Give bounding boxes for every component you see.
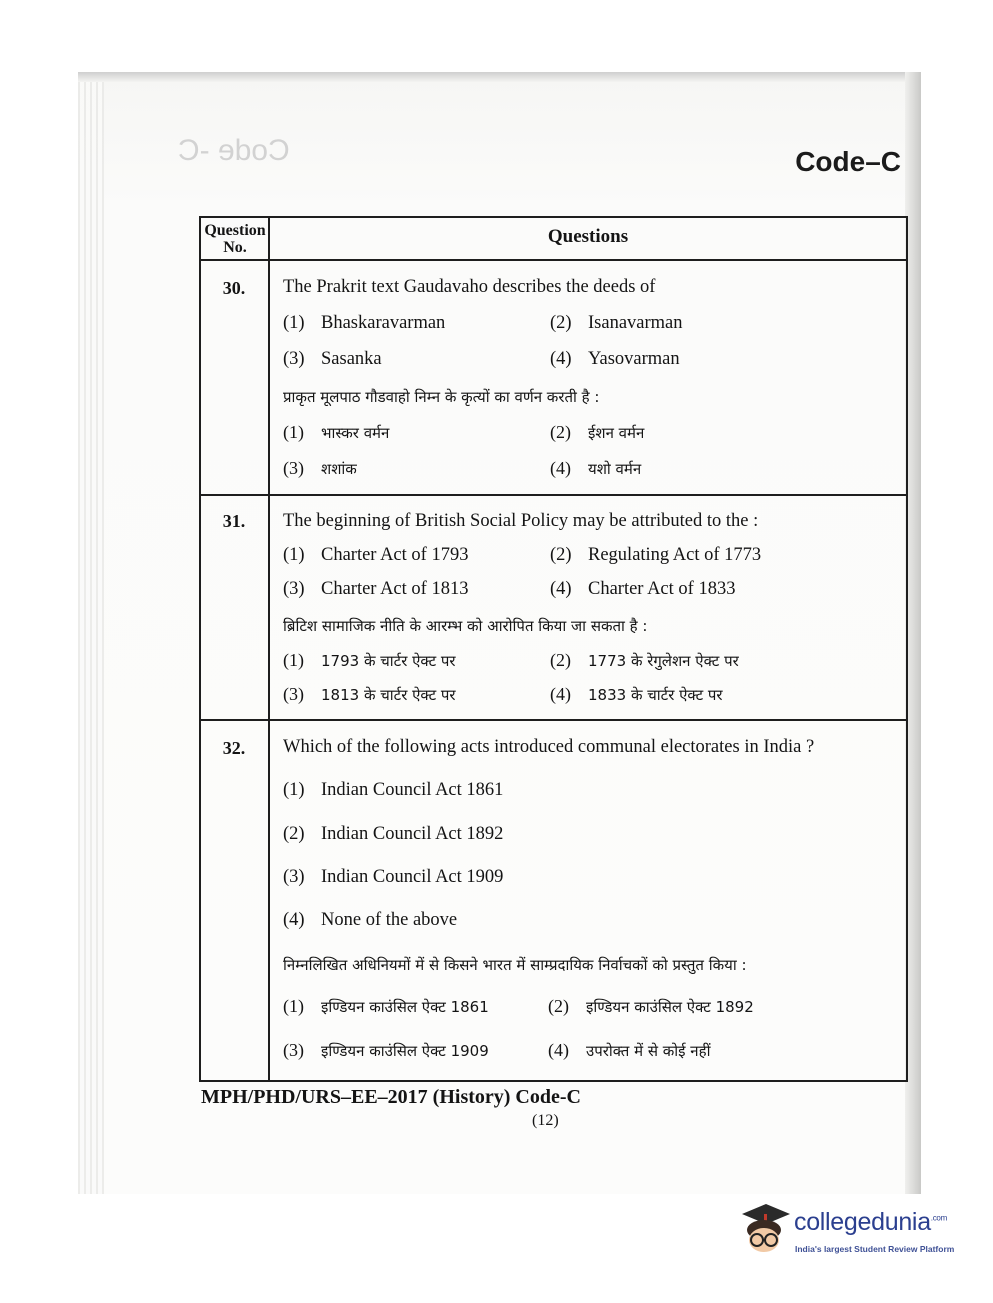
option-hindi [550, 684, 723, 705]
option-number: (2) [548, 996, 569, 1016]
question-text: Which of the following acts introduced communal electorates in India ? [283, 737, 815, 757]
option-text: Charter Act of 1793 [321, 545, 469, 565]
option [283, 867, 503, 888]
option-number: (3) [283, 458, 304, 478]
option-hindi [283, 422, 389, 443]
option-hindi [283, 650, 456, 671]
option-text: 1813 के चार्टर ऐक्ट पर [321, 686, 456, 704]
code-heading: Code–C [795, 146, 901, 177]
bleed-through-code: Code -C [178, 134, 290, 167]
option-hindi [550, 422, 644, 443]
option-number: (4) [548, 1040, 569, 1060]
option-text: उपरोक्त में से कोई नहीं [586, 1042, 711, 1060]
option-text: Charter Act of 1833 [588, 579, 736, 599]
option-text: इण्डियन काउंसिल ऐक्ट 1909 [321, 1042, 489, 1060]
option-text: Charter Act of 1813 [321, 579, 469, 599]
option-number: (2) [550, 545, 572, 565]
option-hindi [283, 458, 357, 479]
option-hindi [283, 684, 456, 705]
option-number: (1) [283, 545, 305, 565]
option-hindi [550, 650, 739, 671]
brand-suffix: .com [930, 1213, 947, 1223]
option-text: 1793 के चार्टर ऐक्ट पर [321, 652, 456, 670]
option-text: Sasanka [321, 349, 382, 369]
option-text: भास्कर वर्मन [321, 424, 390, 442]
option-number: (4) [550, 579, 572, 599]
option-text: 1773 के रेगुलेशन ऐक्ट पर [588, 652, 739, 670]
option-number: (1) [283, 996, 304, 1016]
option [283, 349, 382, 370]
brand-tagline: India's largest Student Review Platform [795, 1244, 955, 1254]
option-number: (1) [283, 313, 305, 333]
question-number: 31. [222, 511, 246, 531]
column-divider [268, 218, 270, 1080]
option-text: Yasovarman [588, 349, 680, 369]
option-number: (2) [283, 824, 305, 844]
page-edges [78, 72, 104, 1194]
option-text: Isanavarman [588, 313, 683, 333]
header-divider [201, 259, 906, 261]
option [283, 780, 503, 801]
row-divider [201, 719, 906, 721]
scan-shadow-top [78, 72, 921, 82]
brand-name [794, 1208, 947, 1237]
option-text: Indian Council Act 1909 [321, 867, 504, 887]
option-number: (4) [550, 349, 572, 369]
question-text: The beginning of British Social Policy may be attributed to the : [283, 511, 759, 531]
option-text: Indian Council Act 1861 [321, 780, 504, 800]
option [283, 910, 457, 931]
option [550, 545, 761, 566]
question-number: 30. [222, 278, 246, 298]
question-number: 32. [222, 738, 246, 758]
option-hindi [548, 1040, 710, 1061]
option-hindi [283, 1040, 489, 1061]
option-number: (4) [283, 910, 305, 930]
brand-name-text: collegedunia [794, 1208, 931, 1236]
option [550, 313, 683, 334]
brand-logo[interactable] [738, 1200, 968, 1260]
option-number: (2) [550, 313, 572, 333]
option-hindi [550, 458, 641, 479]
option-hindi [283, 996, 489, 1017]
option-text: इण्डियन काउंसिल ऐक्ट 1892 [586, 998, 754, 1016]
option-number: (1) [283, 780, 305, 800]
option-text: ईशन वर्मन [588, 424, 645, 442]
option-number: (4) [550, 458, 571, 478]
option [283, 824, 503, 845]
footer-exam-code: MPH/PHD/URS–EE–2017 (History) Code-C [201, 1086, 581, 1108]
option-number: (1) [283, 650, 304, 670]
graduate-mascot-icon [738, 1200, 792, 1261]
question-text: The Prakrit text Gaudavaho describes the deeds of [283, 277, 656, 297]
question-text-hindi: निम्नलिखित अधिनियमों में से किसने भारत में साम्प्रदायिक निर्वाचकों को प्रस्तुत किया : [283, 956, 747, 974]
option-number: (2) [550, 422, 571, 442]
option-number: (3) [283, 867, 305, 887]
question-table [199, 216, 908, 1082]
option-number: (3) [283, 349, 305, 369]
header-question-no: Question No. [204, 222, 266, 256]
option-text: 1833 के चार्टर ऐक्ट पर [588, 686, 723, 704]
option-number: (3) [283, 684, 304, 704]
header-questions: Questions [547, 226, 629, 247]
option-text: इण्डियन काउंसिल ऐक्ट 1861 [321, 998, 489, 1016]
option-text: Bhaskaravarman [321, 313, 446, 333]
question-text-hindi: प्राकृत मूलपाठ गौडवाहो निम्न के कृत्यों का वर्णन करती है : [283, 388, 600, 406]
row-divider [201, 494, 906, 496]
page-number: (12) [532, 1112, 559, 1129]
option-number: (2) [550, 650, 571, 670]
question-text-hindi: ब्रिटिश सामाजिक नीति के आरम्भ को आरोपित किया जा सकता है : [283, 617, 648, 635]
option-number: (3) [283, 1040, 304, 1060]
option-text: शशांक [321, 460, 357, 478]
option [550, 579, 735, 600]
option-text: None of the above [321, 910, 458, 930]
option-text: Indian Council Act 1892 [321, 824, 504, 844]
option-number: (4) [550, 684, 571, 704]
option-number: (1) [283, 422, 304, 442]
option-hindi [548, 996, 754, 1017]
option [283, 313, 445, 334]
option-number: (3) [283, 579, 305, 599]
option [550, 349, 680, 370]
option-text: यशो वर्मन [588, 460, 642, 478]
option [283, 579, 468, 600]
option-text: Regulating Act of 1773 [588, 545, 762, 565]
option [283, 545, 468, 566]
